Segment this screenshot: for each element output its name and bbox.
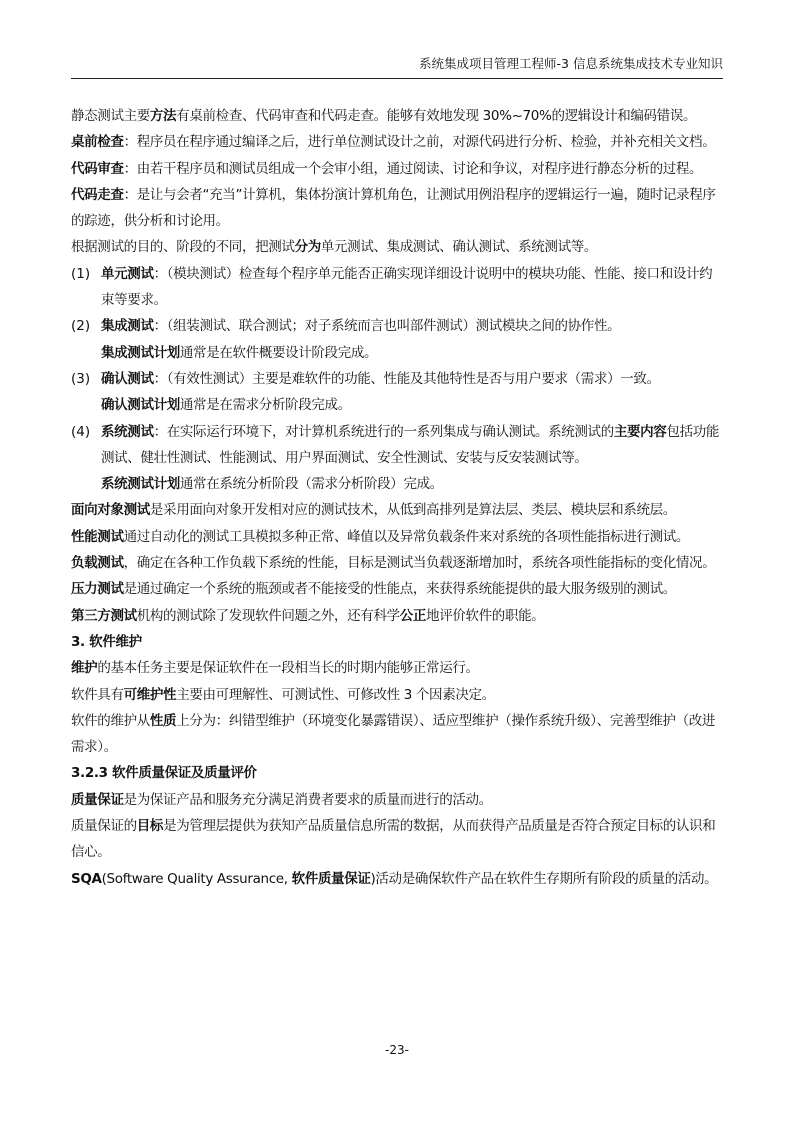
page-header: 系统集成项目管理工程师-3 信息系统集成技术专业知识 [419, 56, 723, 71]
section-heading-quality-assurance: 3.2.3 软件质量保证及质量评价 [71, 765, 257, 782]
section-heading-software-maintenance: 3. 软件维护 [71, 633, 142, 650]
paragraph-third-party-test: 第三方测试机构的测试除了发现软件问题之外，还有科学公正地评价软件的职能。 [71, 607, 545, 624]
note-acceptance-test-plan: 确认测试计划通常是在需求分析阶段完成。 [101, 397, 351, 414]
note-system-test-plan: 系统测试计划通常在系统分析阶段（需求分析阶段）完成。 [101, 476, 443, 493]
paragraph-maintenance-task: 维护的基本任务主要是保证软件在一段相当长的时期内能够正常运行。 [71, 660, 479, 677]
paragraph-load-test: 负载测试，确定在各种工作负载下系统的性能，目标是测试当负载逐渐增加时，系统各项性能指标的变化情况。 [71, 555, 716, 572]
paragraph-code-walkthrough: 代码走查：是让与会者“充当”计算机，集体扮演计算机角色，让测试用例沿程序的逻辑运行一遍，随时记录程序的踪迹，供分析和讨论用。 [71, 186, 716, 230]
paragraph-stress-test: 压力测试是通过确定一个系统的瓶颈或者不能接受的性能点，来获得系统能提供的最大服务级别的测试。 [71, 581, 676, 598]
page-number: -23- [385, 1043, 409, 1057]
paragraph-oo-test: 面向对象测试是采用面向对象开发相对应的测试技术，从低到高排列是算法层、类层、模块层和系统层。 [71, 502, 676, 519]
paragraph-test-types: 根据测试的目的、阶段的不同，把测试分为单元测试、集成测试、确认测试、系统测试等。 [71, 239, 598, 256]
paragraph-sqa: SQA(Software Quality Assurance, 软件质量保证)活动是确保软件产品在软件生存期所有阶段的质量的活动。 [71, 870, 718, 887]
list-item-acceptance-test: (3) 确认测试：（有效性测试）主要是难软件的功能、性能及其他特性是否与用户要求（需求）一致。 [71, 370, 660, 387]
paragraph-code-review: 代码审查：由若干程序员和测试员组成一个会审小组，通过阅读、讨论和争议，对程序进行静态分析的过程。 [71, 160, 703, 177]
paragraph-maintainability: 软件具有可维护性主要由可理解性、可测试性、可修改性 3 个因素决定。 [71, 686, 495, 703]
list-item-unit-test: (1) 单元测试：（模块测试）检查每个程序单元能否正确实现详细设计说明中的模块功能、性能、接口和设计约束等要求。 [71, 265, 713, 309]
paragraph-desk-check: 桌前检查：程序员在程序通过编译之后，进行单位测试设计之前，对源代码进行分析、检验，并补充相关文档。 [71, 134, 716, 151]
paragraph-quality-assurance: 质量保证是为保证产品和服务充分满足消费者要求的质量而进行的活动。 [71, 791, 492, 808]
document-body [71, 103, 723, 892]
note-integration-test-plan: 集成测试计划通常是在软件概要设计阶段完成。 [101, 344, 378, 361]
paragraph-qa-goal: 质量保证的目标是为管理层提供为获知产品质量信息所需的数据，从而获得产品质量是否符合预定目标的认识和信心。 [71, 818, 716, 861]
paragraph-static-test-methods: 静态测试主要方法有桌前检查、代码审查和代码走查。能够有效地发现 30%~70%的逻辑设计和编码错误。 [71, 108, 697, 124]
list-item-integration-test: (2) 集成测试：（组装测试、联合测试；对子系统而言也叫部件测试）测试模块之间的协作性。 [71, 318, 621, 335]
header-rule [71, 78, 723, 79]
paragraph-performance-test: 性能测试通过自动化的测试工具模拟多种正常、峰值以及异常负载条件来对系统的各项性能指标进行测试。 [71, 528, 690, 545]
list-item-system-test: (4) 系统测试：在实际运行环境下，对计算机系统进行的一系列集成与确认测试。系统测试的主要内容包括功能测试、健壮性测试、性能测试、用户界面测试、安全性测试、安装与反安装测试等。 [71, 423, 720, 466]
paragraph-maintenance-types: 软件的维护从性质上分为：纠错型维护（环境变化暴露错误）、适应型维护（操作系统升级）、完善型维护（改进需求）。 [71, 712, 716, 756]
